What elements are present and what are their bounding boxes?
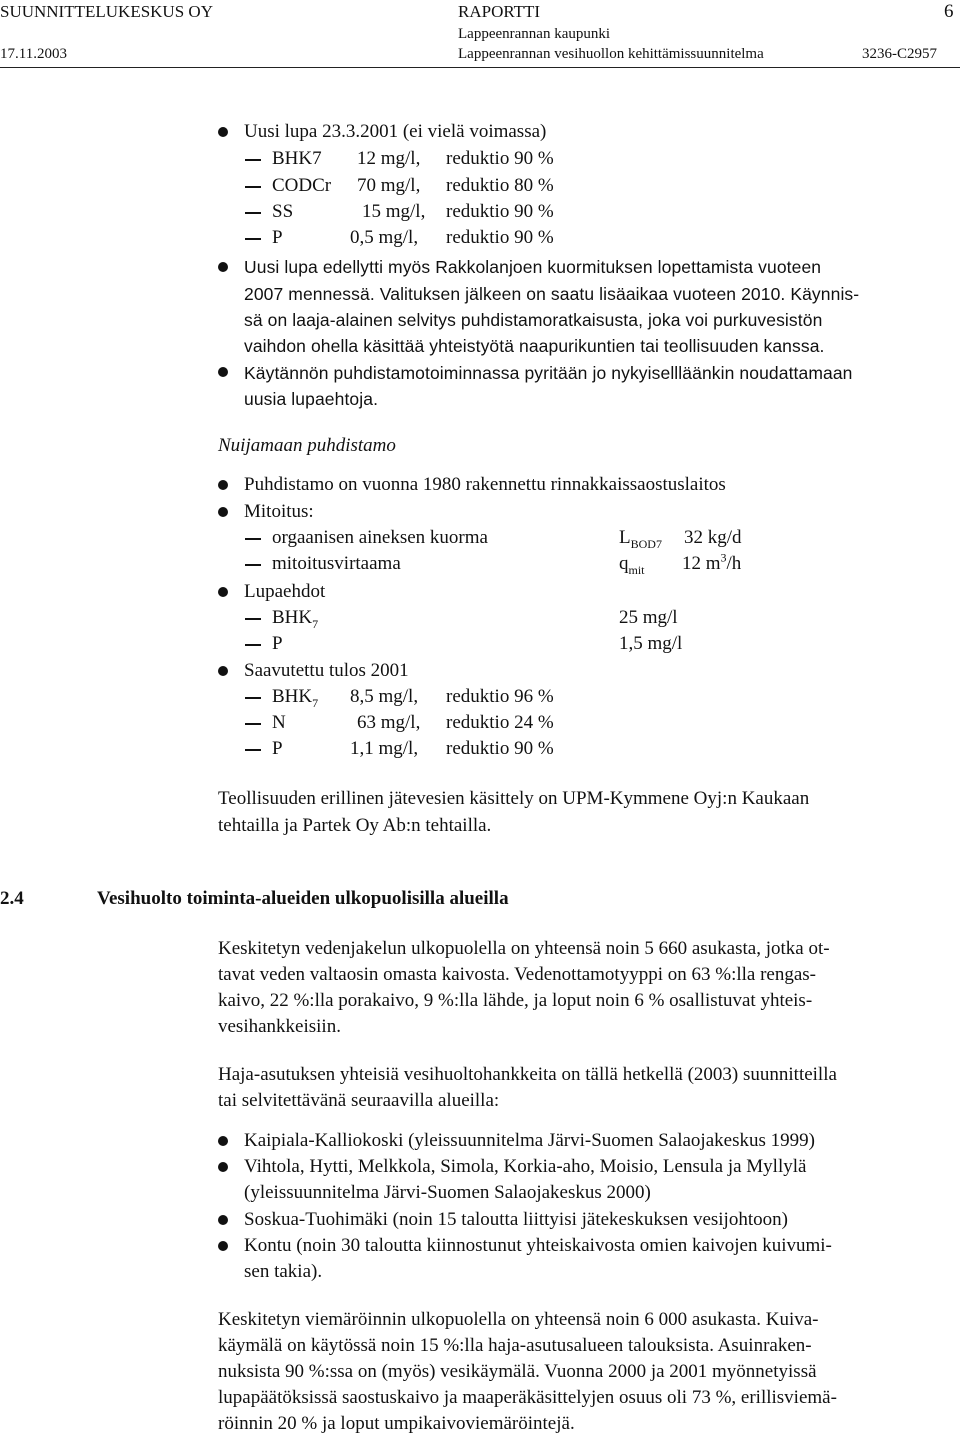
flow-value-unit: /h: [726, 553, 742, 574]
dash-icon: [245, 697, 261, 699]
section-number: 2.4: [0, 888, 24, 909]
result-reduction: reduktio 90 %: [446, 738, 554, 759]
plant-description: Puhdistamo on vuonna 1980 rakennettu rinnakkaissaostuslaitos: [244, 474, 726, 495]
flow-label: mitoitusvirtaama: [272, 553, 401, 574]
dash-icon: [245, 749, 261, 751]
permit-value: 70 mg/l,: [357, 175, 421, 196]
permit-param: BHK7: [272, 148, 322, 169]
bullet-icon: [218, 127, 228, 137]
section-paragraph-line: Haja-asutuksen yhteisiä vesihuoltohankkeita on tällä hetkellä (2003) suunnitteilla: [218, 1064, 837, 1085]
header-divider: [0, 67, 960, 68]
industry-text: tehtailla ja Partek Oy Ab:n tehtailla.: [218, 815, 492, 836]
dash-icon: [245, 564, 261, 566]
permit-value: 12 mg/l,: [357, 148, 421, 169]
flow-value-number: 12 m: [682, 553, 721, 574]
section-paragraph-line: käymälä on käytössä noin 15 %:lla haja-asutusalueen talouksista. Asuinraken-: [218, 1335, 812, 1356]
result-param: [272, 684, 318, 711]
section-paragraph-line: vesihankkeisiin.: [218, 1016, 341, 1037]
dash-icon: [245, 212, 261, 214]
bullet-icon: [218, 1241, 228, 1251]
load-symbol-sub: BOD7: [630, 536, 662, 551]
dash-icon: [245, 723, 261, 725]
permit-bullet-line: Käytännön puhdistamotoiminnassa pyritään jo nykyisellläänkin noudattamaan: [244, 363, 853, 383]
permit-p-value: 1,5 mg/l: [619, 633, 683, 654]
result-param: P: [272, 738, 283, 759]
result-param-label: BHK: [272, 686, 313, 707]
bullet-icon: [218, 507, 228, 517]
permit-reduction: reduktio 90 %: [446, 201, 554, 222]
section-subheading: Nuijamaan puhdistamo: [218, 435, 396, 456]
permit-bhk-value: 25 mg/l: [619, 607, 678, 628]
section-paragraph-line: röinnin 20 % ja loput umpikaivoviemäröintejä.: [218, 1413, 575, 1434]
permit-bullet-line: 2007 mennessä. Valituksen jälkeen on saatu lisäaikaa vuoteen 2010. Käynnis-: [244, 284, 860, 304]
area-item: Vihtola, Hytti, Melkkola, Simola, Korkia-aho, Moisio, Lensula ja Myllylä: [244, 1156, 807, 1177]
bullet-icon: [218, 1136, 228, 1146]
bullet-icon: [218, 1162, 228, 1172]
permit-bullet-line: sä on laaja-alainen selvitys puhdistamoratkaisusta, joka voi purkuvesistön: [244, 310, 823, 330]
section-paragraph-line: kaivo, 22 %:lla porakaivo, 9 %:lla lähde, ja loput noin 6 % osallistuvat yhteis-: [218, 990, 813, 1011]
result-value: 8,5 mg/l,: [350, 686, 419, 707]
bullet-icon: [218, 480, 228, 490]
permit-param: CODCr: [272, 175, 332, 196]
company-name: SUUNNITTELUKESKUS OY: [0, 2, 213, 21]
sizing-label: Mitoitus:: [244, 501, 314, 522]
report-type: RAPORTTI: [458, 2, 541, 21]
permit-reduction: reduktio 80 %: [446, 175, 554, 196]
section-paragraph-line: lupapäätöksissä saostuskaivo ja maaperäkäsittelyjen osuus oli 73 %, erillisviemä-: [218, 1387, 837, 1408]
bullet-icon: [218, 1215, 228, 1225]
dash-icon: [245, 238, 261, 240]
load-symbol: [619, 525, 662, 552]
result-reduction: reduktio 24 %: [446, 712, 554, 733]
permit-value: 15 mg/l,: [362, 201, 426, 222]
permit-title: Uusi lupa 23.3.2001 (ei vielä voimassa): [244, 121, 547, 142]
permit-reduction: reduktio 90 %: [446, 148, 554, 169]
load-symbol-letter: L: [619, 527, 631, 548]
dash-icon: [245, 538, 261, 540]
bullet-icon: [218, 367, 228, 377]
load-value: 32 kg/d: [684, 527, 742, 548]
area-item: Soskua-Tuohimäki (noin 15 taloutta liittyisi jätekeskuksen vesijohtoon): [244, 1209, 788, 1230]
dash-icon: [245, 618, 261, 620]
dash-icon: [245, 159, 261, 161]
permit-value: 0,5 mg/l,: [350, 227, 419, 248]
result-label: Saavutettu tulos 2001: [244, 660, 409, 681]
permit-param: P: [272, 227, 283, 248]
result-reduction: reduktio 96 %: [446, 686, 554, 707]
permit-p: P: [272, 633, 283, 654]
flow-symbol-letter: q: [619, 553, 629, 574]
flow-symbol-sub: mit: [628, 562, 645, 577]
area-item: Kontu (noin 30 taloutta kiinnostunut yhteiskaivosta omien kaivojen kuivumi-: [244, 1235, 832, 1256]
page-number: 6: [944, 1, 954, 22]
load-label: orgaanisen aineksen kuorma: [272, 527, 488, 548]
section-paragraph-line: tai selvitettävänä seuraavilla alueilla:: [218, 1090, 500, 1111]
bullet-icon: [218, 666, 228, 676]
section-paragraph-line: nuksista 90 %:ssa on (myös) vesikäymälä. Vuonna 2000 ja 2001 myönnetyissä: [218, 1361, 817, 1382]
permit-reduction: reduktio 90 %: [446, 227, 554, 248]
flow-symbol: [619, 551, 645, 578]
result-param-sub: 7: [312, 695, 319, 710]
permit-bhk-sub: 7: [312, 616, 319, 631]
section-title: Vesihuolto toiminta-alueiden ulkopuolisilla alueilla: [97, 888, 509, 909]
report-title: Lappeenrannan vesihuollon kehittämissuunnitelma: [458, 46, 764, 62]
client-name: Lappeenrannan kaupunki: [458, 26, 611, 42]
result-param: N: [272, 712, 286, 733]
bullet-icon: [218, 587, 228, 597]
permit-bullet-line: uusia lupaehtoja.: [244, 389, 379, 409]
report-date: 17.11.2003: [0, 46, 67, 62]
dash-icon: [245, 186, 261, 188]
industry-text: Teollisuuden erillinen jätevesien käsittely on UPM-Kymmene Oyj:n Kaukaan: [218, 788, 810, 809]
bullet-icon: [218, 262, 228, 272]
permit-param: SS: [272, 201, 294, 222]
permit-bullet-line: Uusi lupa edellytti myös Rakkolanjoen kuormituksen lopettamista vuoteen: [244, 257, 822, 277]
result-value: 63 mg/l,: [357, 712, 421, 733]
flow-value: [682, 551, 741, 578]
permit-conditions-label: Lupaehdot: [244, 581, 326, 602]
report-code: 3236-C2957: [862, 46, 937, 62]
section-paragraph-line: tavat veden valtaosin omasta kaivosta. Vedenottamotyyppi on 63 %:lla rengas-: [218, 964, 816, 985]
area-item: Kaipiala-Kalliokoski (yleissuunnitelma Järvi-Suomen Salaojakeskus 1999): [244, 1130, 815, 1151]
flow-value-exponent: 3: [720, 550, 727, 565]
result-value: 1,1 mg/l,: [350, 738, 419, 759]
permit-bhk-label: BHK: [272, 607, 313, 628]
section-paragraph-line: Keskitetyn viemäröinnin ulkopuolella on yhteensä noin 6 000 asukasta. Kuiva-: [218, 1309, 819, 1330]
area-item-cont: sen takia).: [244, 1261, 323, 1282]
section-paragraph-line: Keskitetyn vedenjakelun ulkopuolella on yhteensä noin 5 660 asukasta, jotka ot-: [218, 938, 830, 959]
permit-bullet-line: vaihdon ohella käsittää yhteistyötä naapurikuntien tai teollisuuden kanssa.: [244, 336, 825, 356]
area-item-cont: (yleissuunnitelma Järvi-Suomen Salaojakeskus 2000): [244, 1182, 651, 1203]
permit-bhk: [272, 605, 318, 632]
dash-icon: [245, 644, 261, 646]
